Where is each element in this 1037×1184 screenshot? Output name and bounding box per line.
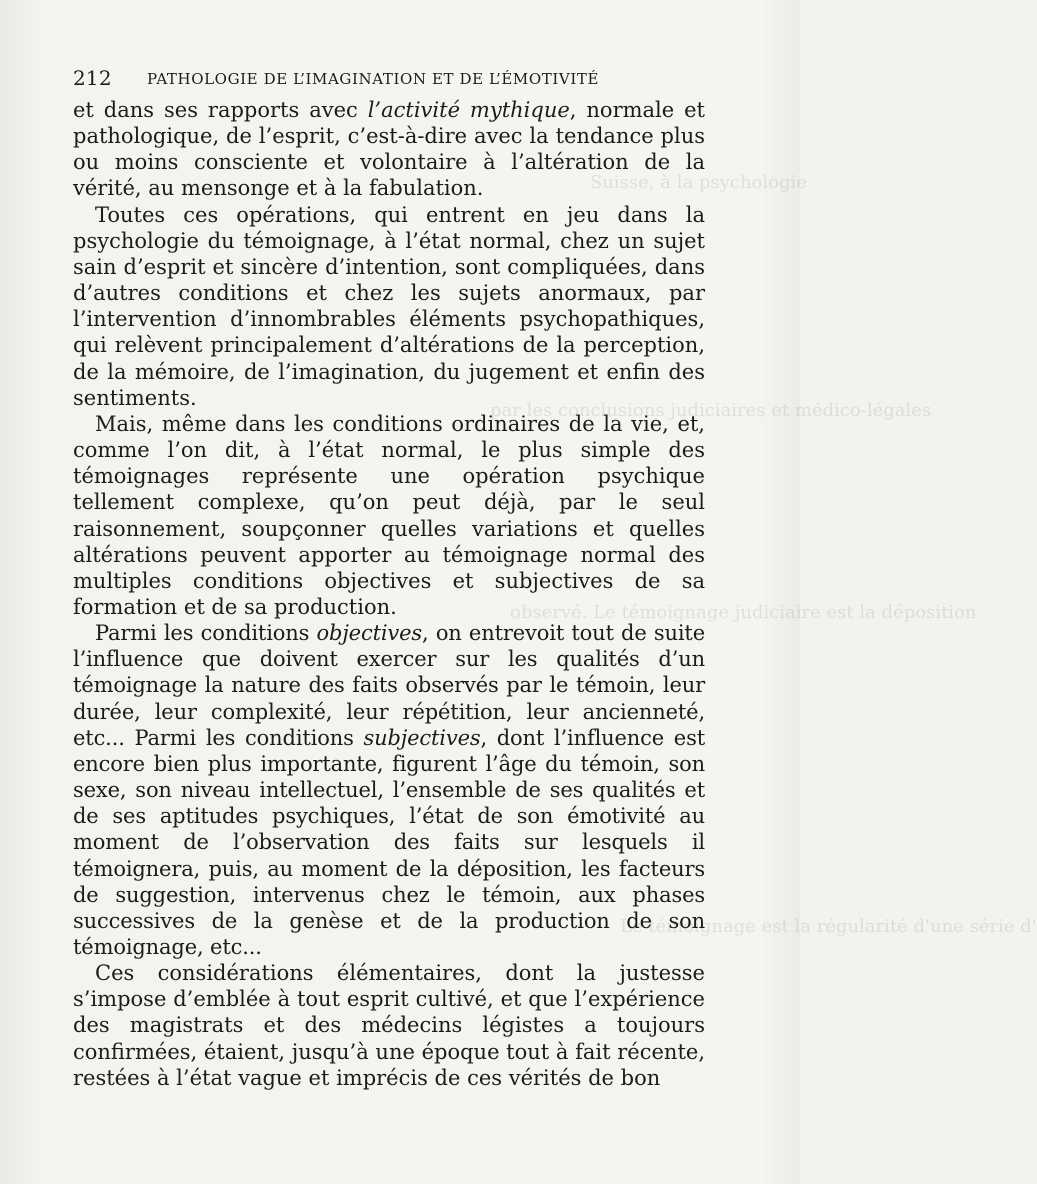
paragraph-1-text-a: et dans ses rapports avec [73,98,368,122]
paragraph-2: Toutes ces opérations, qui entrent en jeu dans la psychologie du témoignage, à l’état normal, chez un sujet sain d’esprit et sincère d’intention, sont compliquées, dans d’autres conditions et chez les sujets anormaux, par l’intervention d’innombrables éléments psychopathiques, qui relèvent principalement d’altérations de la perception, de la mémoire, de l’imagination, du jugement et enfin des sentiments. [73,202,705,410]
paragraph-5: Ces considérations élémentaires, dont la justesse s’impose d’emblée à tout esprit cultivé, et que l’expérience des magistrats et des médecins légistes a toujours confirmées, étaient, jusqu’à une époque tout à fait récente, restées à l’état vague et imprécis de ces vérités de bon [73,961,705,1090]
paragraph-4-text-a: Parmi les conditions [95,621,317,646]
body-text [73,97,705,1091]
paragraph-4 [73,620,705,960]
running-title: PATHOLOGIE DE L’IMAGINATION ET DE L’ÉMOTIVITÉ [147,70,600,88]
paragraph-4-text-c: , dont l’influence est encore bien plus importante, figurent l’âge du témoin, son sexe, son niveau intellectuel, l’ensemble de ses qualités et de ses aptitudes psychiques, l’état de son émotivité au moment de l’observation des faits sur lesquels il témoignera, puis, au moment de la déposition, les facteurs de suggestion, intervenus chez le témoin, aux phases successives de la genèse et de la production de son témoignage, etc... [73,725,705,959]
paragraph-1-text-b: , normale et pathologique, de l’esprit, c’est-à-dire avec la tendance plus ou moins consciente et volontaire à l’altération de la vérité, au mensonge et à la fabulation. [73,98,705,201]
page-number: 212 [73,66,112,90]
paragraph-3: Mais, même dans les conditions ordinaires de la vie, et, comme l’on dit, à l’état normal, le plus simple des témoignages représente une opération psychique tellement complexe, qu’on peut déjà, par le seul raisonnement, soupçonner quelles variations et quelles altérations peuvent apporter au témoignage normal des multiples conditions objectives et subjectives de sa formation et de sa production. [73,411,705,619]
paragraph-4-text-b: , on entrevoit tout de suite l’influence que doivent exercer sur les qualités d’un témoignage la nature des faits observés par le témoin, leur durée, leur complexité, leur répétition, leur ancienneté, etc... Parmi les conditions [73,621,705,750]
page-header [73,66,713,94]
paragraph-4-emphasis-subjectives: subjectives [363,725,481,750]
paragraph-1-emphasis: l’activité mythique [367,98,570,122]
show-through-texture: Suisse, à la psychologie par les conclusions judiciaires et médico-légales observé. Le témoignage judiciaire est la déposition Le témoignage est la régularité d'une série d' [490,172,1037,937]
paragraph-1 [73,97,705,202]
paragraph-4-emphasis-objectives: objectives [316,621,423,646]
